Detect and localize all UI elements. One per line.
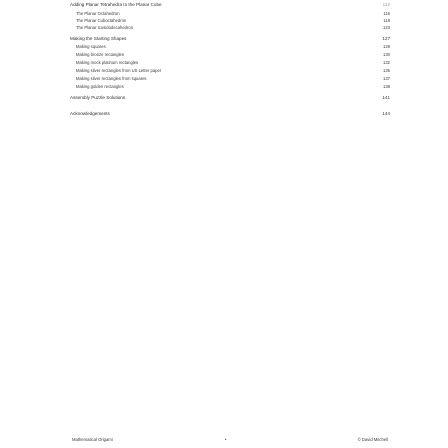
toc-entry-page: 127 [382,36,390,41]
toc-entry-label: The Planar Cuboctahedron [76,18,127,23]
toc-entry-page: 116 [383,11,390,16]
footer-separator: • [225,437,227,442]
toc-entry-page: 141 [382,95,390,100]
toc-entry-planar-icosidodecahedron[interactable] [76,25,390,31]
toc-entry-label: Making golden rectangles [76,84,124,89]
toc-entry-page: 130 [383,52,390,57]
toc-entry-label: Making bronze rectangles [76,52,124,57]
toc-entry-label: Adding Planar Tetrahedra to the Planar Cube [70,2,162,7]
toc-entry-planar-octahedron[interactable] [76,11,390,17]
toc-entry-page: 144 [382,111,390,116]
toc-entry-acknowledgements[interactable] [70,111,390,117]
toc-entry-page: 137 [383,76,390,81]
toc-entry-making-squares[interactable] [76,44,390,50]
toc-entry-page: 128 [383,44,390,49]
toc-entry-page: 118 [383,18,390,23]
toc-entry-label: Making mock platinum rectangles [76,60,139,65]
toc-entry-planar-cuboctahedron[interactable] [76,18,390,24]
toc-entry-silver-rectangles-squares[interactable] [76,76,390,82]
toc-entry-page: 135 [383,68,390,73]
toc-entry-making-starting-shapes[interactable] [70,36,390,42]
toc-entry-label: Making the Starting Shapes [70,36,127,41]
toc-entry-page: 112 [382,2,390,7]
toc-entry-page: 123 [383,25,390,30]
toc-entry-making-mock-platinum-rectangles[interactable] [76,60,390,66]
page-footer [0,437,448,443]
toc-entry-adding-planar-tetrahedra[interactable] [70,2,390,8]
toc-entry-making-golden-rectangles[interactable] [76,84,390,90]
toc-entry-label: The Planar Octahedron [76,11,120,16]
footer-copyright: © David Mitchell [357,437,388,442]
toc-entry-label: Making squares [76,44,106,49]
toc-entry-assembly-puzzle-solutions[interactable] [70,95,390,101]
toc-entry-label: Acknowledgements [70,111,110,116]
toc-entry-label: The Planar Icosidodecahedron [76,25,134,30]
toc-entry-page: 138 [383,84,390,89]
toc-entry-label: Assembly Puzzle Solutions [70,95,126,100]
toc-entry-page: 132 [383,60,390,65]
toc-entry-silver-rectangles-us-letter[interactable] [76,68,390,74]
footer-title: Mathematical Origami [72,437,113,442]
toc-entry-label: Making silver rectangles from squares [76,76,147,81]
toc-entry-label: Making silver rectangles from US Letter paper [76,68,162,73]
toc-entry-making-bronze-rectangles[interactable] [76,52,390,58]
